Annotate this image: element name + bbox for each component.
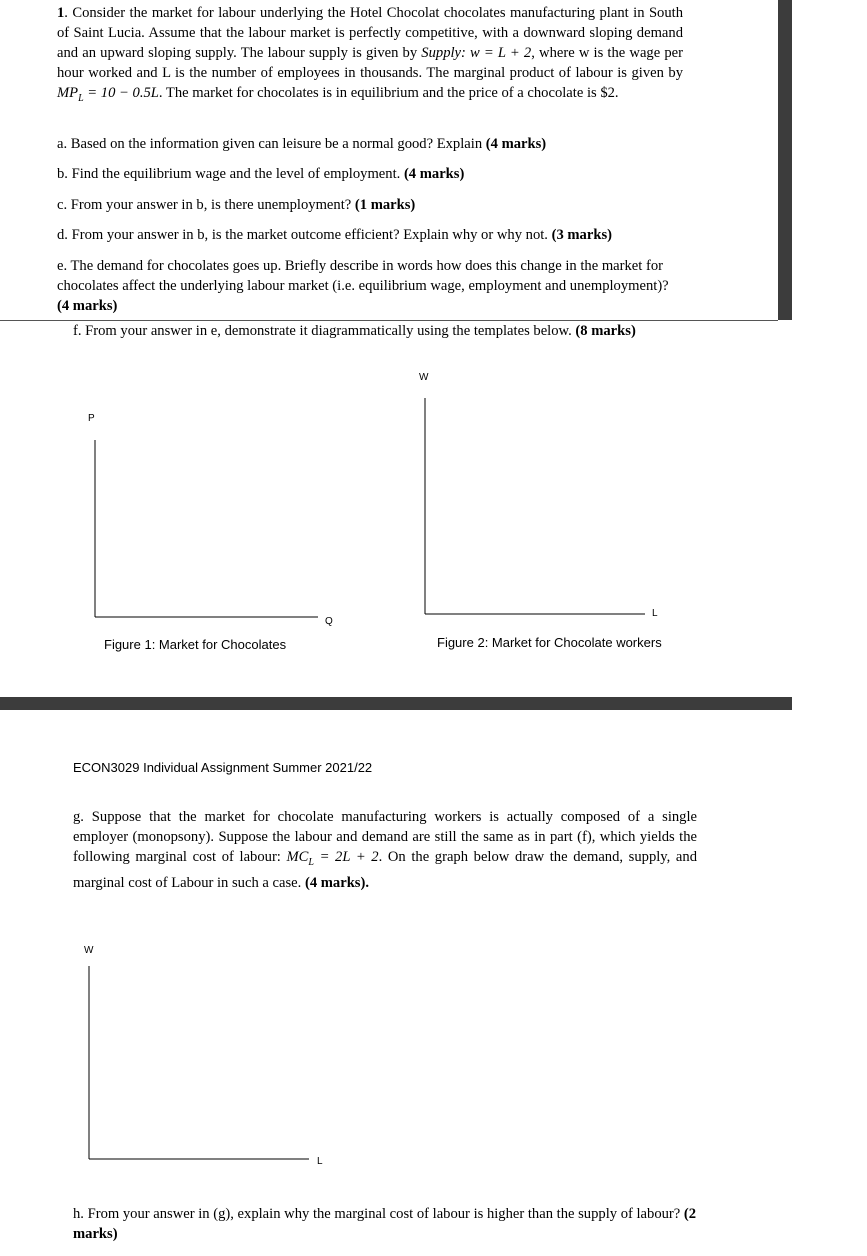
page-header: ECON3029 Individual Assignment Summer 2021/22	[73, 760, 373, 775]
question-number: 1	[57, 5, 65, 21]
figure-3-x-label: L	[317, 1156, 323, 1167]
part-c-marks: (1 marks)	[354, 197, 416, 213]
supply-equation: Supply: w = L + 2	[421, 45, 532, 61]
figure-2-axes	[410, 390, 670, 620]
part-e-marks: (4 marks)	[57, 298, 118, 314]
part-c: c. From your answer in b, is there unemployment? (1 marks)	[57, 197, 416, 213]
part-b-marks: (4 marks)	[403, 166, 465, 182]
part-h-marks: (2 marks)	[73, 1206, 697, 1242]
part-e: e. The demand for chocolates goes up. Briefly describe in words how does this change in the market for chocolates affect the underlying labour market (i.e. equilibrium wage, employment and unemployment)? (4 marks)	[57, 258, 669, 314]
mpl-equation: $MP_L = 10 - 0.5L$	[57, 85, 159, 104]
figure-1-y-label: P	[88, 413, 95, 424]
figure-3-y-label: W	[84, 945, 94, 956]
part-d-marks: (3 marks)	[551, 227, 612, 243]
question-1-intro: 1. Consider the market for labour underlying the Hotel Chocolat chocolates manufacturing plant in South of Saint Lucia. Assume that the labour market is perfectly competitive, with a downward sloping demand and an upward sloping supply. The labour supply is given by Supply: w = L + 2, where w is the wage per hour worked and L is the number of employees in thousands. The marginal product of labour is given by $MP_L = 10 - 0.5L$. The market for chocolates is in equilibrium and the price of a chocolate is $2.	[57, 5, 683, 104]
figure-2-x-label: L	[652, 608, 658, 619]
part-f: f. From your answer in e, demonstrate it diagrammatically using the templates below. (8 marks)	[73, 323, 636, 339]
part-d: d. From your answer in b, is the market outcome efficient? Explain why or why not. (3 marks)	[57, 227, 612, 243]
page-edge-bar	[778, 0, 792, 320]
figure-1-axes	[80, 410, 350, 640]
figure-3-axes	[80, 960, 320, 1170]
part-g-marks: (4 marks).	[304, 874, 369, 891]
part-g: g. Suppose that the market for chocolate manufacturing workers is actually composed of a single employer (monopsony). Suppose the labour and demand are still the same as in part (f), which yields the following marginal cost of labour: $MC_L = 2L + 2$. On the graph below draw the demand, supply, and marginal cost of Labour in such a case. (4 marks).	[73, 809, 697, 891]
part-a-marks: (4 marks)	[485, 136, 547, 152]
part-f-marks: (8 marks)	[575, 323, 636, 339]
part-a: a. Based on the information given can leisure be a normal good? Explain (4 marks)	[57, 136, 547, 152]
figure-2-y-label: W	[419, 372, 429, 383]
mcl-equation: $MC_L = 2L + 2$	[286, 849, 379, 868]
figure-1-caption: Figure 1: Market for Chocolates	[104, 637, 287, 652]
figure-2-caption: Figure 2: Market for Chocolate workers	[437, 635, 662, 650]
part-h: h. From your answer in (g), explain why the marginal cost of labour is higher than the supply of labour? (2 marks)	[73, 1206, 697, 1242]
figure-1-x-label: Q	[325, 616, 333, 627]
page-break-bar	[0, 697, 792, 710]
part-b: b. Find the equilibrium wage and the level of employment. (4 marks)	[57, 166, 465, 182]
